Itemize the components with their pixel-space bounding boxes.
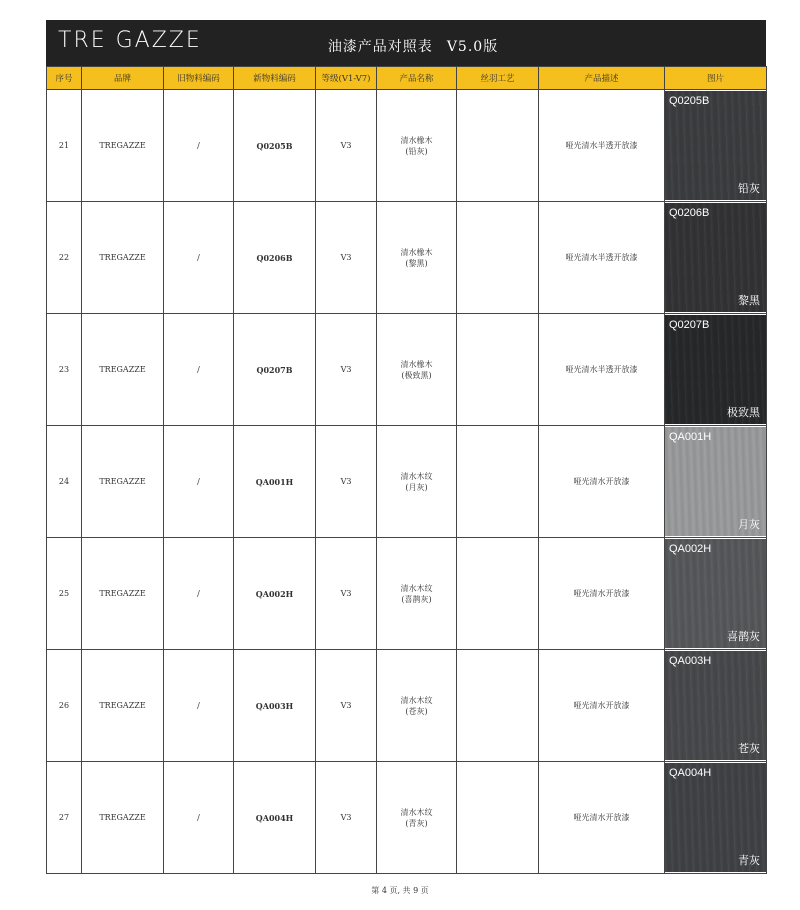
desc-cell: 哑光清水开放漆 <box>539 650 665 762</box>
swatch-name: 铅灰 <box>738 182 760 195</box>
craft-cell <box>457 650 539 762</box>
brand-cell: TREGAZZE <box>82 762 164 874</box>
col-header-new-code: 新物料编码 <box>234 67 316 90</box>
new-code-cell: QA003H <box>234 650 316 762</box>
desc-cell: 哑光清水开放漆 <box>539 538 665 650</box>
image-cell <box>665 314 767 426</box>
old-code-cell: / <box>164 90 234 202</box>
old-code-cell: / <box>164 202 234 314</box>
product-name-cell <box>377 90 457 202</box>
brand-cell: TREGAZZE <box>82 202 164 314</box>
row-number: 24 <box>47 426 82 538</box>
table-row <box>47 314 767 426</box>
swatch-code: QA001H <box>669 431 712 443</box>
image-cell <box>665 426 767 538</box>
product-name-cell <box>377 650 457 762</box>
grade-cell: V3 <box>316 314 377 426</box>
product-name-cell <box>377 314 457 426</box>
desc-cell: 哑光清水半透开放漆 <box>539 90 665 202</box>
col-header-old-code: 旧物料编码 <box>164 67 234 90</box>
color-swatch <box>665 651 766 760</box>
product-name: 清水橡木 <box>400 135 433 145</box>
row-number: 27 <box>47 762 82 874</box>
brand-cell: TREGAZZE <box>82 314 164 426</box>
old-code-cell: / <box>164 426 234 538</box>
version-text: V5.0版 <box>446 39 499 55</box>
craft-cell <box>457 202 539 314</box>
brand-logo: TRE GAZZE <box>58 28 202 53</box>
product-name-cell <box>377 538 457 650</box>
image-cell <box>665 538 767 650</box>
product-name-cell <box>377 202 457 314</box>
col-header-desc: 产品描述 <box>539 67 665 90</box>
swatch-code: QA003H <box>669 655 712 667</box>
grade-cell: V3 <box>316 650 377 762</box>
grade-cell: V3 <box>316 762 377 874</box>
desc-cell: 哑光清水半透开放漆 <box>539 314 665 426</box>
col-header-no: 序号 <box>47 67 82 90</box>
new-code-cell: QA001H <box>234 426 316 538</box>
product-name-cell <box>377 762 457 874</box>
product-color: (铅灰) <box>405 146 428 156</box>
product-name: 清水木纹 <box>400 471 433 481</box>
title-text: 油漆产品对照表 <box>327 39 433 55</box>
row-number: 26 <box>47 650 82 762</box>
brand-cell: TREGAZZE <box>82 90 164 202</box>
color-swatch <box>665 91 766 200</box>
old-code-cell: / <box>164 650 234 762</box>
swatch-code: Q0207B <box>669 319 710 331</box>
product-name: 清水橡木 <box>400 359 433 369</box>
table-row <box>47 650 767 762</box>
old-code-cell: / <box>164 762 234 874</box>
row-number: 22 <box>47 202 82 314</box>
brand-cell: TREGAZZE <box>82 650 164 762</box>
table-row <box>47 90 767 202</box>
product-color: (青灰) <box>405 818 428 828</box>
table-row <box>47 202 767 314</box>
product-name: 清水木纹 <box>400 695 433 705</box>
product-color: (极致黑) <box>401 370 432 380</box>
color-swatch <box>665 427 766 536</box>
new-code-cell: Q0205B <box>234 90 316 202</box>
product-color: (月灰) <box>405 482 428 492</box>
header-row <box>47 67 767 90</box>
craft-cell <box>457 762 539 874</box>
grade-cell: V3 <box>316 426 377 538</box>
col-header-brand: 品牌 <box>82 67 164 90</box>
brand-cell: TREGAZZE <box>82 538 164 650</box>
brand-cell: TREGAZZE <box>82 426 164 538</box>
new-code-cell: QA002H <box>234 538 316 650</box>
craft-cell <box>457 90 539 202</box>
swatch-code: Q0205B <box>669 95 710 107</box>
col-header-grade: 等级(V1-V7) <box>316 67 377 90</box>
grade-cell: V3 <box>316 538 377 650</box>
document-title <box>46 36 766 56</box>
swatch-code: QA004H <box>669 767 712 779</box>
swatch-name: 黎黑 <box>738 294 760 307</box>
col-header-name: 产品名称 <box>377 67 457 90</box>
new-code-cell: QA004H <box>234 762 316 874</box>
color-swatch <box>665 539 766 648</box>
new-code-cell: Q0207B <box>234 314 316 426</box>
image-cell <box>665 202 767 314</box>
desc-cell: 哑光清水开放漆 <box>539 426 665 538</box>
product-color: (苍灰) <box>405 706 428 716</box>
swatch-name: 苍灰 <box>738 742 760 755</box>
product-name: 清水木纹 <box>400 807 433 817</box>
swatch-name: 青灰 <box>738 854 760 867</box>
craft-cell <box>457 426 539 538</box>
swatch-name: 月灰 <box>738 518 760 531</box>
image-cell <box>665 762 767 874</box>
table-row <box>47 426 767 538</box>
image-cell <box>665 650 767 762</box>
new-code-cell: Q0206B <box>234 202 316 314</box>
row-number: 25 <box>47 538 82 650</box>
product-name-cell <box>377 426 457 538</box>
grade-cell: V3 <box>316 202 377 314</box>
product-table <box>46 66 767 874</box>
document-header <box>46 20 766 66</box>
product-color: (黎黑) <box>405 258 428 268</box>
old-code-cell: / <box>164 314 234 426</box>
desc-cell: 哑光清水开放漆 <box>539 762 665 874</box>
row-number: 23 <box>47 314 82 426</box>
image-cell <box>665 90 767 202</box>
swatch-code: QA002H <box>669 543 712 555</box>
grade-cell: V3 <box>316 90 377 202</box>
product-name: 清水木纹 <box>400 583 433 593</box>
color-swatch <box>665 763 766 872</box>
page-number: 第 4 页, 共 9 页 <box>371 886 429 895</box>
desc-cell: 哑光清水半透开放漆 <box>539 202 665 314</box>
swatch-name: 极致黑 <box>727 406 760 419</box>
col-header-craft: 丝羽工艺 <box>457 67 539 90</box>
color-swatch <box>665 315 766 424</box>
swatch-name: 喜鹊灰 <box>727 630 760 643</box>
product-color: (喜鹊灰) <box>401 594 432 604</box>
table-row <box>47 538 767 650</box>
old-code-cell: / <box>164 538 234 650</box>
col-header-image: 图片 <box>665 67 767 90</box>
product-name: 清水橡木 <box>400 247 433 257</box>
color-swatch <box>665 203 766 312</box>
craft-cell <box>457 314 539 426</box>
table-row <box>47 762 767 874</box>
craft-cell <box>457 538 539 650</box>
swatch-code: Q0206B <box>669 207 710 219</box>
row-number: 21 <box>47 90 82 202</box>
